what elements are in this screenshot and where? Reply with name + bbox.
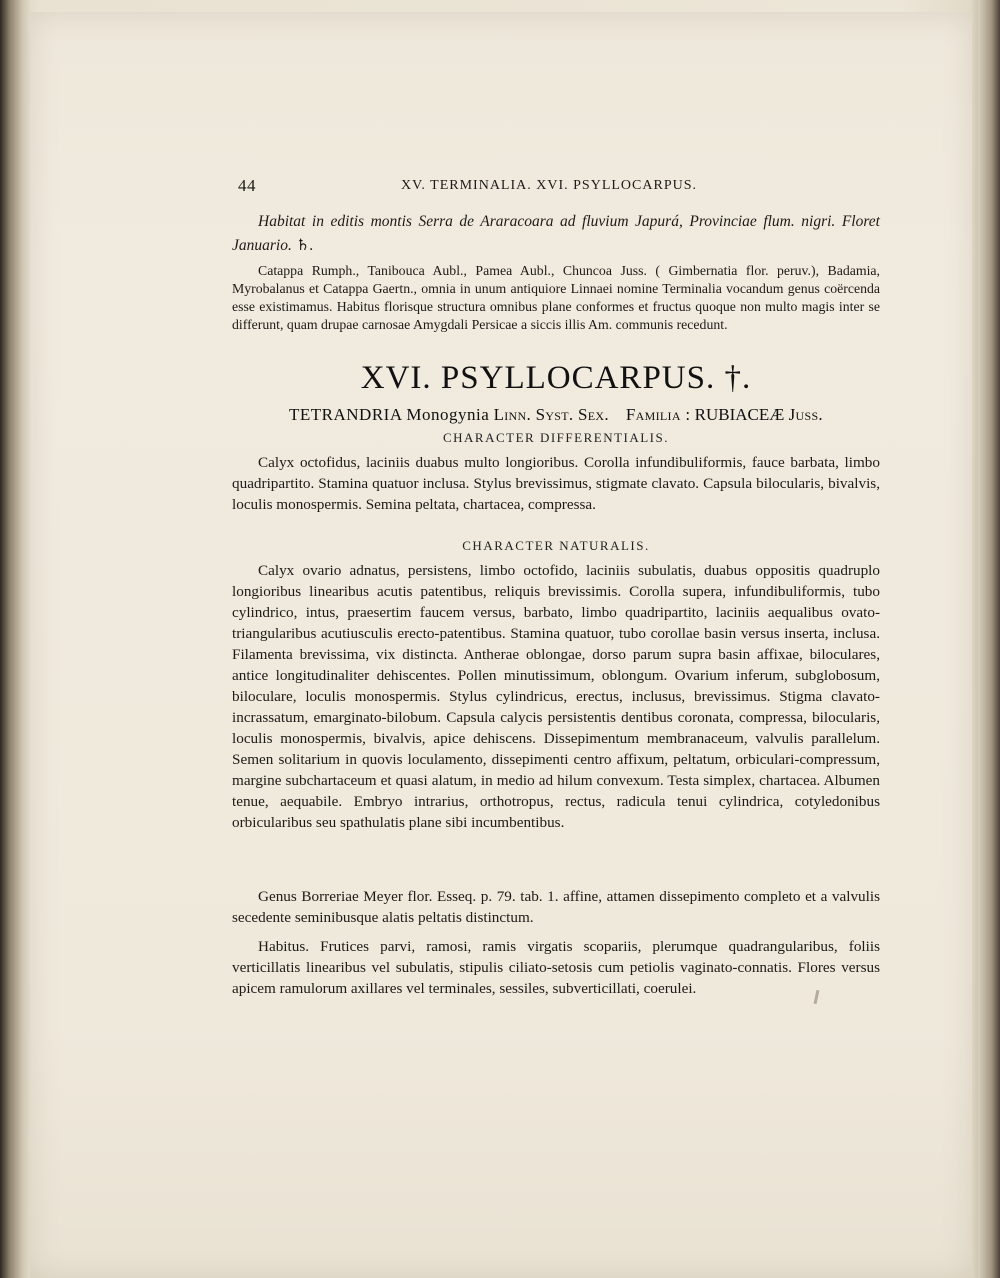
linnaean-class: TETRANDRIA Monogynia bbox=[289, 405, 490, 424]
linnaean-system: Linn. Syst. Sex. bbox=[493, 405, 609, 424]
page-number: 44 bbox=[238, 176, 256, 195]
char-diff-text: Calyx octofidus, laciniis duabus multo longioribus. Corolla infundibuliformis, fauce barbata, limbo quadripartito. Stamina quatuor inclusa. Stylus brevissimus, stigmate clavato. Capsula bilocularis, bivalvis, loculis monospermis. Semina peltata, chartacea, compressa. bbox=[232, 454, 880, 513]
genus-remark-text: Genus Borreriae Meyer flor. Esseq. p. 79. tab. 1. affine, attamen dissepimento completo et a valvulis secedente seminibusque alatis peltatis distinctum. bbox=[232, 888, 880, 926]
genus-title: XVI. PSYLLOCARPUS. †. bbox=[360, 360, 752, 396]
left-binding-edge bbox=[0, 0, 32, 1278]
char-nat-heading: CHARACTER NATURALIS. bbox=[462, 538, 650, 553]
habitat-text: Habitat in editis montis Serra de Araracoara ad fluvium Japurá, Provinciae flum. nigri. Floret Januario. ♄. bbox=[232, 213, 880, 254]
habitus-paragraph bbox=[232, 936, 880, 999]
family-label: Familia : bbox=[625, 405, 691, 424]
genus-remark-paragraph bbox=[232, 886, 880, 928]
running-title: XV. TERMINALIA. XVI. PSYLLOCARPUS. bbox=[401, 178, 698, 193]
char-diff-heading: CHARACTER DIFFERENTIALIS. bbox=[442, 430, 669, 445]
classification-line bbox=[232, 405, 880, 425]
char-nat-paragraph bbox=[232, 560, 880, 833]
char-nat-text: Calyx ovario adnatus, persistens, limbo octofido, laciniis subulatis, duabus oppositis quadruplo longioribus linearibus acutis patentibus, reliquis brevissimis. Corolla supera, infundibuliformis, tubo cylindrico, intus, praesertim faucem versus, barbato, limbo quadripartito, laciniis aequalibus ovato-triangularibus acutiusculis erecto-patentibus. Stamina quatuor, tubo corollae basin versus inserta, inclusa. Filamenta brevissima, vix distincta. Antherae oblongae, dorso parum supra basin affixae, biloculares, antice longitudinaliter dehiscentes. Pollen minutissimum, oblongum. Ovarium inferum, subglobosum, biloculare, loculis monospermis. Stylus cylindricus, erectus, inclusus, brevissimus. Stigma clavato-incrassatum, emarginato-bilobum. Capsula calycis persistentis dentibus coronata, compressa, bilocularis, loculis monospermis, bivalvis, apice dehiscens. Dissepimentum membranaceum, valvulis parallelum. Semen solitarium in quovis loculamento, dissepimenti centro affixum, peltatum, orbiculari-compressum, margine subchartaceum et quasi alatum, in medio ad hilum convexum. Testa simplex, chartacea. Albumen tenue, aequabile. Embryo intrarius, orthotropus, rectus, radicula tenui cylindrica, cotyledonibus orbicularibus seu spathulatis plane sibi incumbentibus. bbox=[232, 562, 880, 831]
habitus-text: Habitus. Frutices parvi, ramosi, ramis virgatis scopariis, plerumque quadrangularibus, foliis verticillatis linearibus vel subulatis, stipulis ciliato-setosis cum petiolis vaginato-connatis. Flores versus apicem ramulorum axillares vel terminales, sessiles, subverticillati, coerulei. bbox=[232, 938, 880, 997]
right-page-edge bbox=[978, 0, 1000, 1278]
terminalia-remark-text: Catappa Rumph., Tanibouca Aubl., Pamea Aubl., Chuncoa Juss. ( Gimbernatia flor. peruv.), Badamia, Myrobalanus et Catappa Gaertn., omnia in unum antiquiore Linnaei nomine Terminalia vocandum genus coërcenda esse existimamus. Habitus florisque structura omnibus plane conformes et fructus quoque non multo magis inter se differunt, quam drupae carnosae Amygdali Persicae a siccis illis Am. communis recedunt. bbox=[232, 263, 880, 332]
family-author: Juss. bbox=[788, 405, 823, 424]
family-name: RUBIACEÆ bbox=[694, 405, 785, 424]
terminalia-remark bbox=[232, 262, 880, 334]
char-diff-paragraph bbox=[232, 452, 880, 515]
habitat-paragraph bbox=[232, 210, 880, 258]
